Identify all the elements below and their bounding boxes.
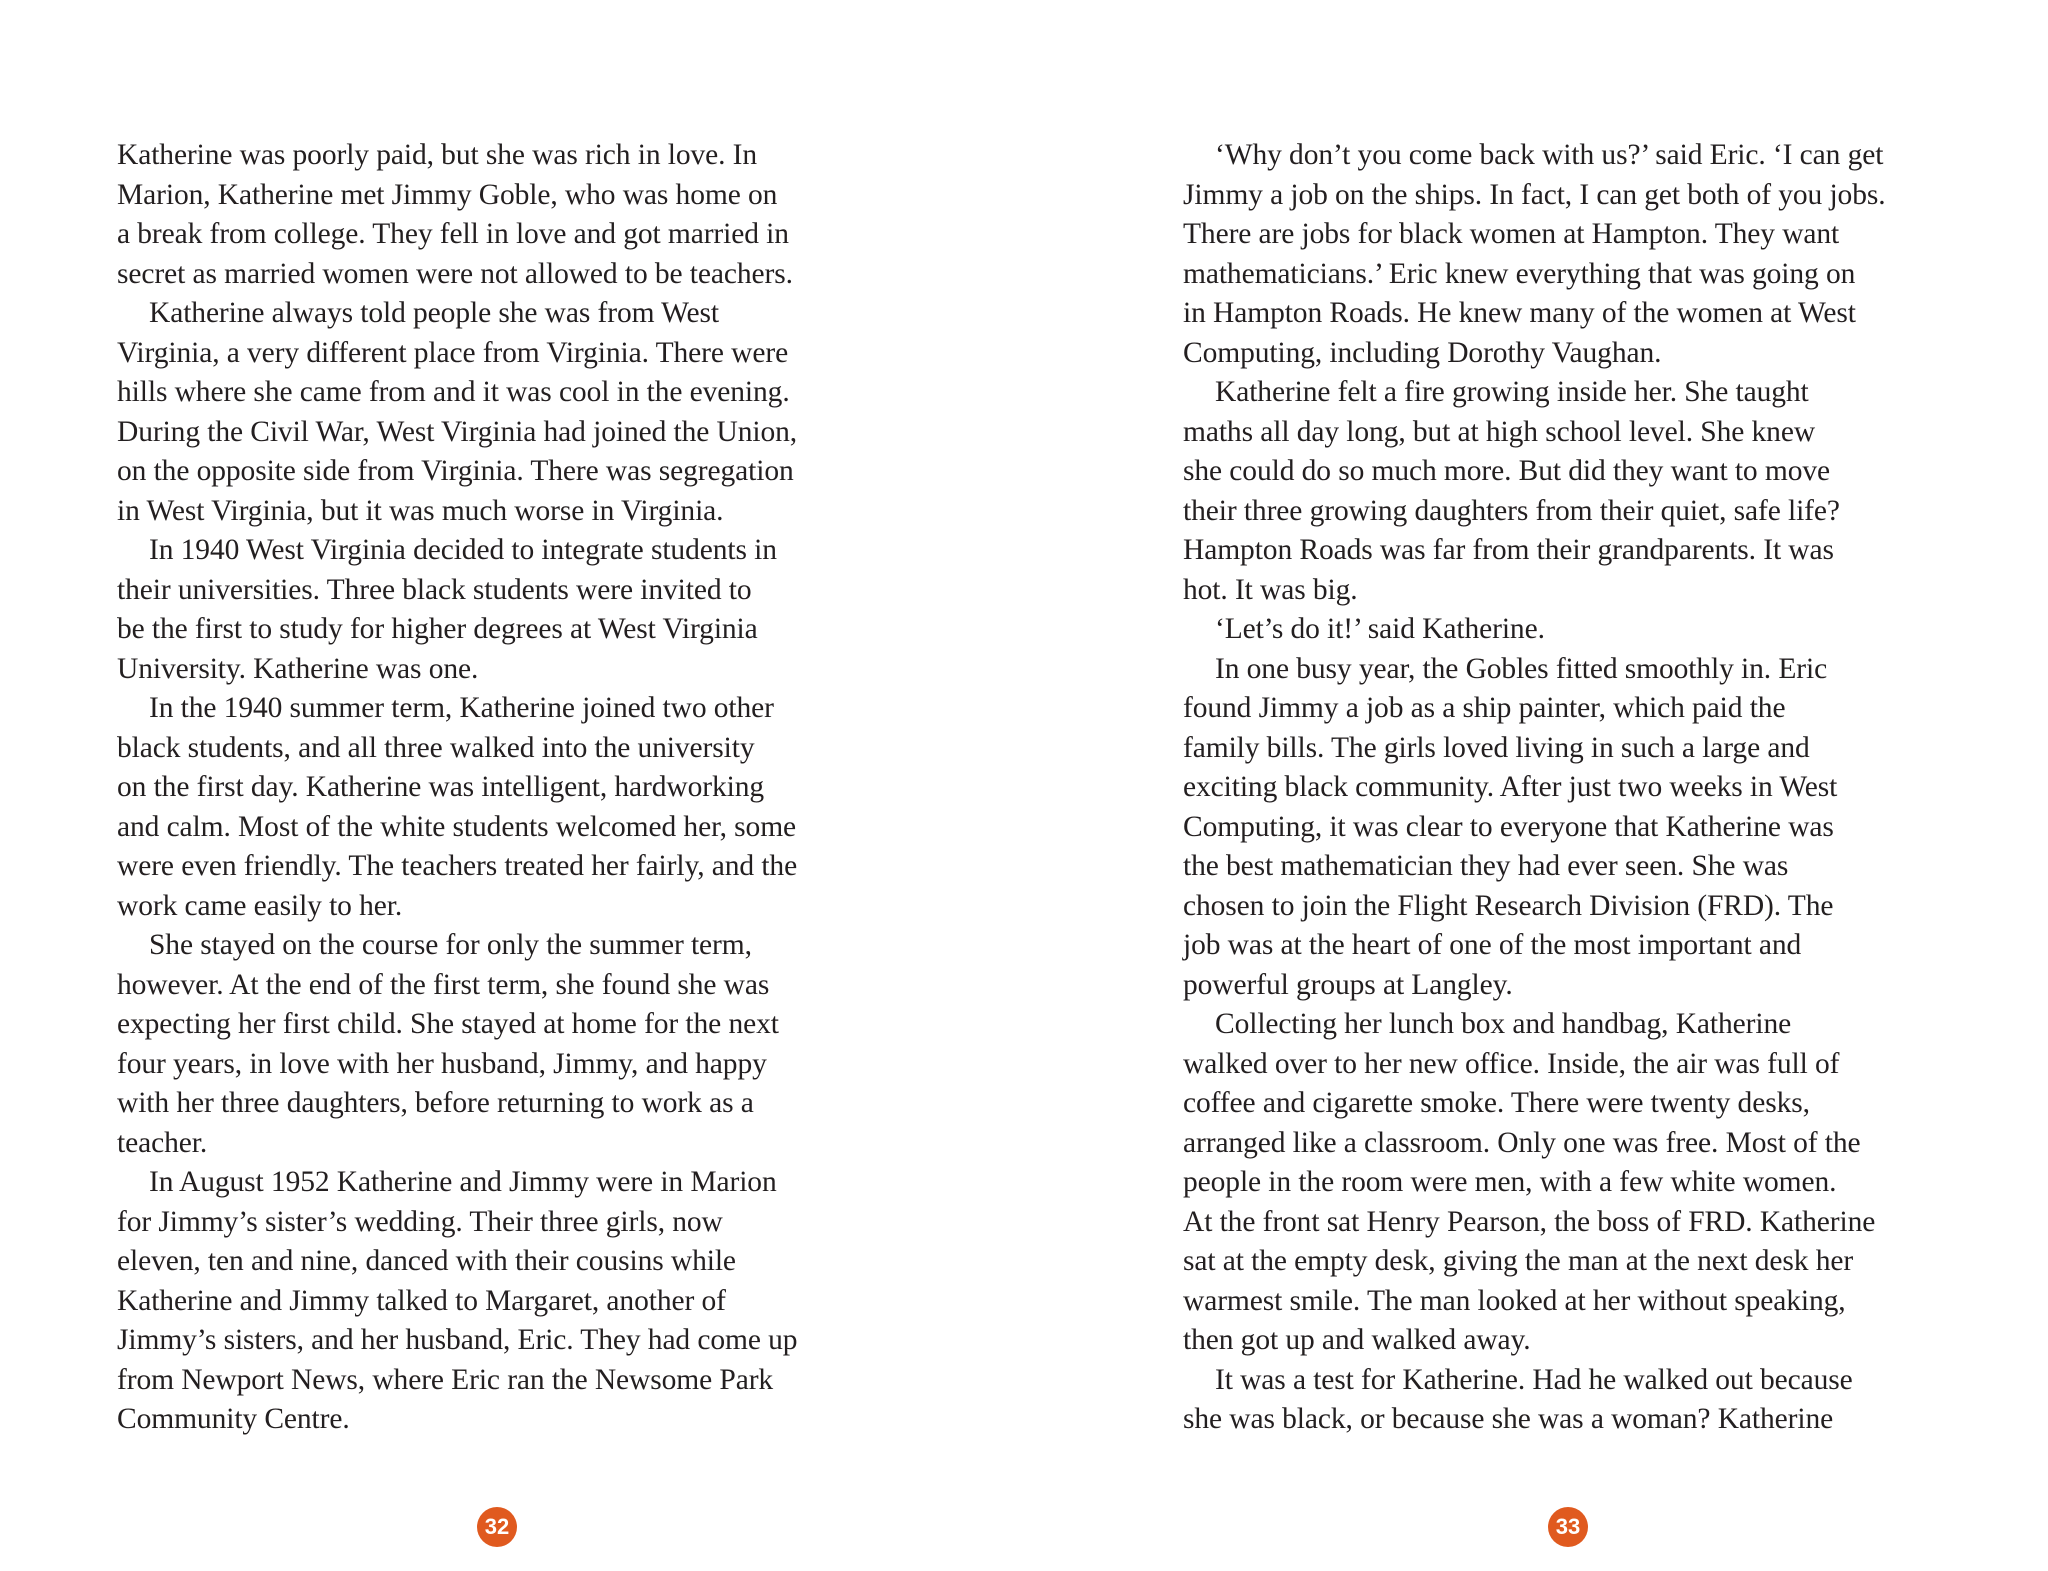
- text-line: however. At the end of the first term, she found she was: [117, 968, 770, 1001]
- text-line: walked over to her new office. Inside, the air was full of: [1183, 1047, 1840, 1080]
- text-line: In August 1952 Katherine and Jimmy were in Marion: [149, 1166, 777, 1198]
- text-line: hot. It was big.: [1183, 573, 1358, 606]
- text-line: In 1940 West Virginia decided to integrate students in: [149, 534, 777, 566]
- text-line: Jimmy a job on the ships. In fact, I can get both of you jobs.: [1183, 178, 1886, 211]
- text-line: University. Katherine was one.: [117, 652, 479, 685]
- page-number-badge: 33: [1548, 1507, 1588, 1547]
- text-line: Katherine and Jimmy talked to Margaret, another of: [117, 1284, 726, 1317]
- text-line: teacher.: [117, 1126, 208, 1159]
- text-line: Katherine always told people she was from West: [149, 297, 720, 329]
- text-line: work came easily to her.: [117, 889, 403, 922]
- text-line: exciting black community. After just two weeks in West: [1183, 771, 1838, 803]
- text-line: warmest smile. The man looked at her without speaking,: [1183, 1284, 1846, 1317]
- text-line: ‘Why don’t you come back with us?’ said Eric. ‘I can get: [1215, 139, 1884, 171]
- text-line: from Newport News, where Eric ran the Newsome Park: [117, 1363, 774, 1396]
- text-line: and calm. Most of the white students welcomed her, some: [117, 810, 797, 843]
- text-line: powerful groups at Langley.: [1183, 968, 1513, 1001]
- text-line: she was black, or because she was a woman? Katherine: [1183, 1403, 1834, 1435]
- text-line: their universities. Three black students were invited to: [117, 573, 752, 606]
- text-line: maths all day long, but at high school level. She knew: [1183, 415, 1816, 448]
- right-page-text: [1183, 136, 1958, 1440]
- text-line: Marion, Katherine met Jimmy Goble, who was home on: [117, 178, 778, 211]
- text-line: During the Civil War, West Virginia had joined the Union,: [117, 415, 798, 448]
- text-line: Community Centre.: [117, 1403, 350, 1435]
- text-line: There are jobs for black women at Hampton. They want: [1183, 218, 1840, 250]
- text-line: Virginia, a very different place from Virginia. There were: [117, 336, 789, 369]
- text-line: secret as married women were not allowed to be teachers.: [117, 257, 793, 290]
- page-number-badge: 32: [477, 1507, 517, 1547]
- text-line: Katherine was poorly paid, but she was rich in love. In: [117, 139, 758, 171]
- text-line: mathematicians.’ Eric knew everything that was going on: [1183, 257, 1856, 290]
- text-line: black students, and all three walked into the university: [117, 731, 755, 764]
- text-line: arranged like a classroom. Only one was free. Most of the: [1183, 1126, 1861, 1159]
- text-line: found Jimmy a job as a ship painter, which paid the: [1183, 692, 1786, 724]
- text-line: then got up and walked away.: [1183, 1324, 1531, 1356]
- text-line: on the opposite side from Virginia. There was segregation: [117, 455, 794, 487]
- text-line: be the first to study for higher degrees at West Virginia: [117, 613, 758, 645]
- right-page: [1024, 0, 2048, 1571]
- text-line: in West Virginia, but it was much worse in Virginia.: [117, 494, 724, 527]
- text-line: for Jimmy’s sister’s wedding. Their three girls, now: [117, 1205, 723, 1238]
- text-line: on the first day. Katherine was intelligent, hardworking: [117, 771, 765, 803]
- text-line: in Hampton Roads. He knew many of the women at West: [1183, 297, 1856, 329]
- text-line: Hampton Roads was far from their grandparents. It was: [1183, 534, 1834, 566]
- text-line: Katherine felt a fire growing inside her. She taught: [1215, 376, 1809, 408]
- text-line: expecting her first child. She stayed at home for the next: [117, 1008, 779, 1040]
- text-line: In the 1940 summer term, Katherine joined two other: [149, 692, 774, 724]
- left-page-text: [117, 136, 892, 1440]
- text-line: job was at the heart of one of the most important and: [1183, 929, 1802, 961]
- text-line: Computing, it was clear to everyone that Katherine was: [1183, 810, 1834, 843]
- text-line: It was a test for Katherine. Had he walked out because: [1215, 1363, 1853, 1396]
- text-line: eleven, ten and nine, danced with their cousins while: [117, 1245, 736, 1277]
- text-line: At the front sat Henry Pearson, the boss of FRD. Katherine: [1183, 1205, 1876, 1238]
- text-line: hills where she came from and it was cool in the evening.: [117, 376, 790, 408]
- text-line: In one busy year, the Gobles fitted smoothly in. Eric: [1215, 652, 1828, 685]
- text-line: the best mathematician they had ever seen. She was: [1183, 850, 1789, 882]
- text-line: chosen to join the Flight Research Division (FRD). The: [1183, 889, 1834, 922]
- text-line: she could do so much more. But did they want to move: [1183, 455, 1830, 487]
- text-line: Computing, including Dorothy Vaughan.: [1183, 336, 1662, 369]
- text-line: their three growing daughters from their quiet, safe life?: [1183, 494, 1840, 527]
- text-line: four years, in love with her husband, Jimmy, and happy: [117, 1047, 767, 1080]
- text-line: ‘Let’s do it!’ said Katherine.: [1215, 613, 1545, 645]
- text-line: She stayed on the course for only the summer term,: [149, 929, 752, 961]
- text-line: with her three daughters, before returning to work as a: [117, 1087, 754, 1119]
- text-line: family bills. The girls loved living in such a large and: [1183, 731, 1810, 764]
- text-line: sat at the empty desk, giving the man at the next desk her: [1183, 1245, 1854, 1277]
- text-line: were even friendly. The teachers treated her fairly, and the: [117, 850, 798, 882]
- text-line: Collecting her lunch box and handbag, Katherine: [1215, 1008, 1792, 1040]
- text-line: people in the room were men, with a few white women.: [1183, 1166, 1837, 1198]
- text-line: Jimmy’s sisters, and her husband, Eric. They had come up: [117, 1324, 798, 1356]
- text-line: a break from college. They fell in love and got married in: [117, 218, 789, 250]
- text-line: coffee and cigarette smoke. There were twenty desks,: [1183, 1087, 1810, 1119]
